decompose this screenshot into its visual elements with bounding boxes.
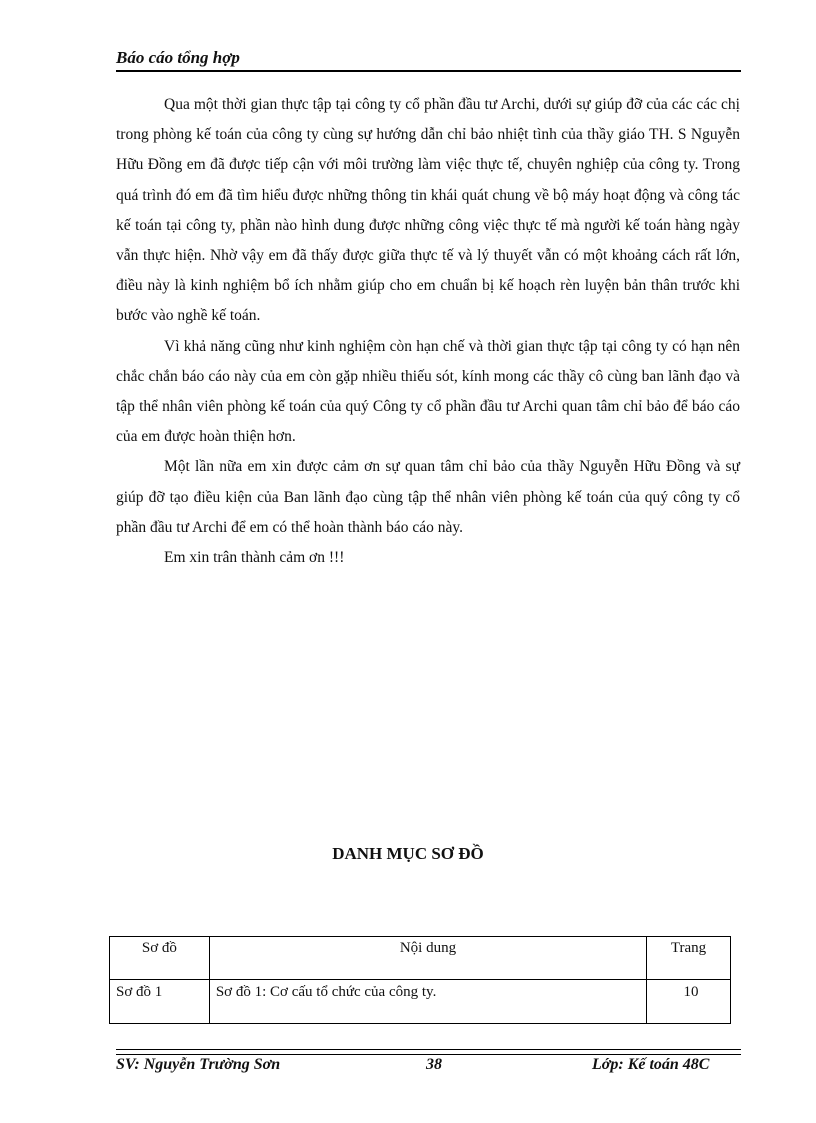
paragraph: Em xin trân thành cảm ơn !!! bbox=[164, 549, 345, 567]
paragraph: Vì khả năng cũng như kinh nghiệm còn hạn chế và thời gian thực tập tại công ty có hạn nên chắc chắn báo cáo này của em còn gặp nhiều thiếu sót, kính mong các thầy cô cùng ban lãnh đạo và tập thể nhân viên phòng kế toán của quý Công ty cổ phần đầu tư Archi quan tâm chỉ bảo để báo cáo của em được hoàn thiện hơn. bbox=[116, 337, 740, 446]
paragraph: Một lần nữa em xin được cảm ơn sự quan tâm chỉ bảo của thầy Nguyễn Hữu Đồng và sự giúp đỡ tạo điều kiện của Ban lãnh đạo cùng tập thể nhân viên phòng kế toán của quý công ty cổ phần đầu tư Archi để em có thể hoàn thành báo cáo này. bbox=[116, 458, 740, 536]
section-title: DANH MỤC SƠ ĐỒ bbox=[332, 844, 484, 863]
page-number: 38 bbox=[426, 1056, 442, 1073]
column-header-page: Trang bbox=[647, 937, 731, 980]
footer-student: SV: Nguyễn Trường Sơn bbox=[116, 1056, 281, 1073]
body-text bbox=[116, 90, 740, 573]
header-title: Báo cáo tổng hợp bbox=[116, 48, 240, 67]
cell-diagram: Sơ đồ 1 bbox=[110, 980, 210, 1024]
footer-class: Lớp: Kế toán 48C bbox=[592, 1056, 710, 1073]
diagram-list-table bbox=[109, 936, 731, 1024]
cell-page: 10 bbox=[647, 980, 731, 1024]
paragraph: Qua một thời gian thực tập tại công ty cổ phần đầu tư Archi, dưới sự giúp đỡ của các các chị trong phòng kế toán của công ty cùng sự hướng dẫn chỉ bảo nhiệt tình của thầy giáo TH. S Nguyễn Hữu Đồng em đã được tiếp cận với môi trường làm việc thực tế, chuyên nghiệp của công ty. Trong quá trình đó em đã tìm hiểu được những thông tin khái quát chung về bộ máy hoạt động và công tác kế toán tại công ty, phần nào hình dung được những công việc thực tế mà người kế toán hàng ngày vẫn thực hiện. Nhờ vậy em đã thấy được giữa thực tế và lý thuyết vẫn có một khoảng cách rất lớn, điều này là kinh nghiệm bổ ích nhằm giúp cho em chuẩn bị kế hoạch rèn luyện bản thân trước khi bước vào nghề kế toán. bbox=[116, 96, 740, 325]
footer-rule bbox=[116, 1049, 741, 1055]
column-header-content: Nội dung bbox=[209, 937, 646, 980]
table-header-row bbox=[110, 937, 731, 980]
cell-content: Sơ đồ 1: Cơ cấu tổ chức của công ty. bbox=[209, 980, 646, 1024]
column-header-diagram: Sơ đồ bbox=[110, 937, 210, 980]
page-header bbox=[116, 46, 741, 72]
table-row bbox=[110, 980, 731, 1024]
